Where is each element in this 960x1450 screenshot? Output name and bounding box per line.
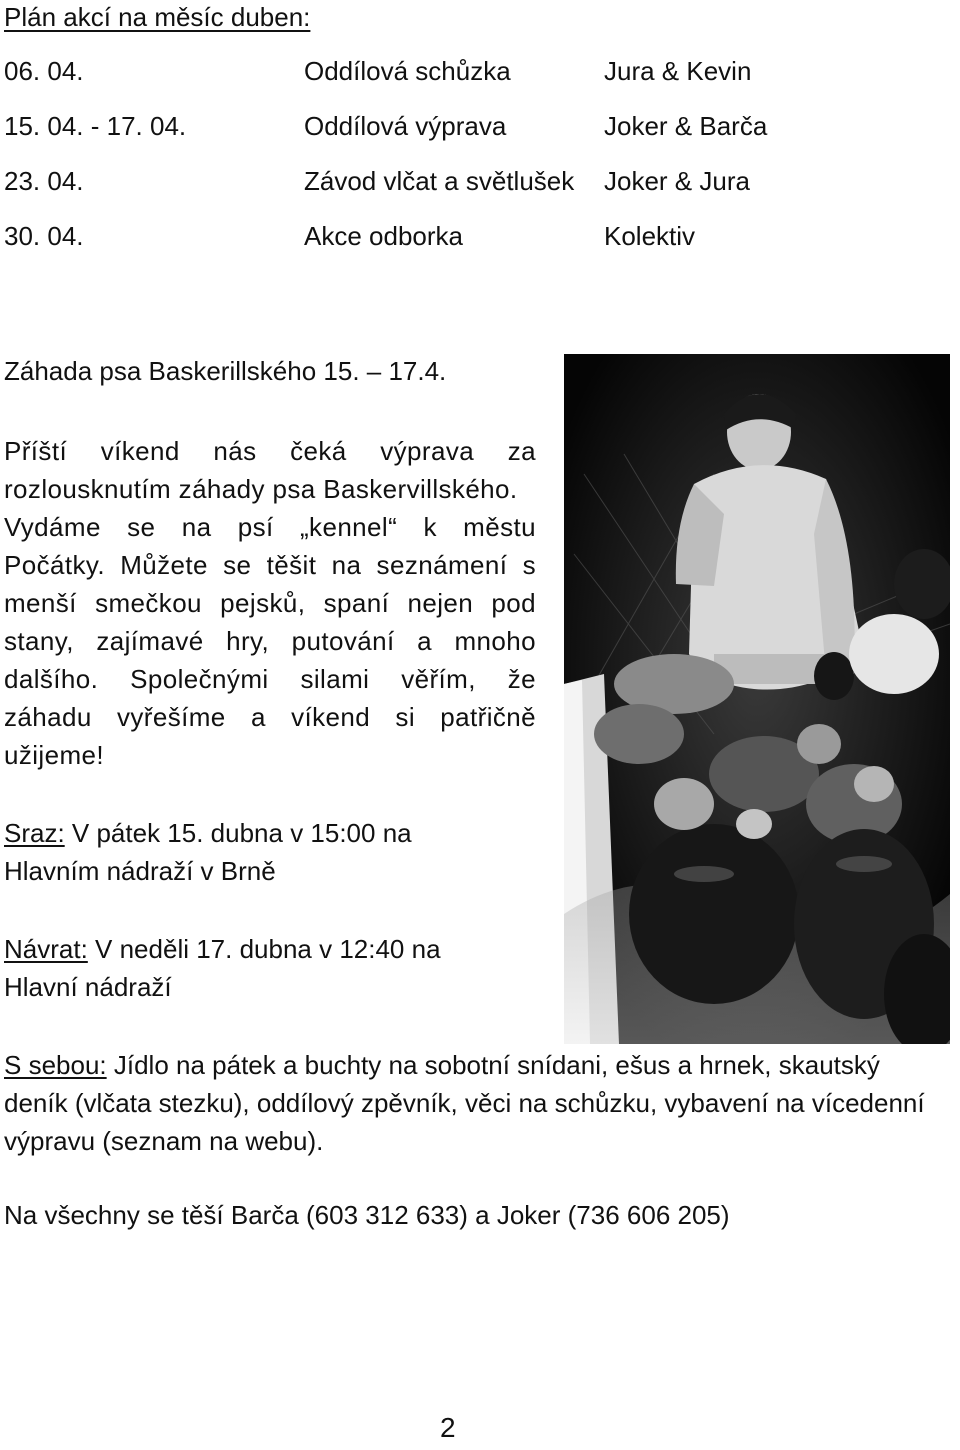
sled-dogs-photo <box>564 354 950 1044</box>
paragraph-line: Příští víkend nás čeká výprava za <box>4 436 536 466</box>
plan-event: Závod vlčat a světlušek <box>304 166 575 196</box>
meeting-label: Sraz: <box>4 818 65 848</box>
plan-leader: Joker & Jura <box>604 166 750 196</box>
paragraph-line: stany, zajímavé hry, putování a mnoho <box>4 626 536 656</box>
plan-event: Oddílová výprava <box>304 111 507 141</box>
paragraph-line: Vydáme se na psí „kennel“ k městu <box>4 512 536 542</box>
plan-event: Akce odborka <box>304 221 463 251</box>
plan-heading: Plán akcí na měsíc duben: <box>4 2 311 32</box>
paragraph-line: dalšího. Společnými silami věřím, že <box>4 664 536 694</box>
plan-row <box>4 56 904 92</box>
article-title: Záhada psa Baskerillského 15. – 17.4. <box>4 356 447 386</box>
contact-line: Na všechny se těší Barča (603 312 633) a Joker (736 606 205) <box>4 1200 730 1230</box>
paragraph-line: užijeme! <box>4 740 105 770</box>
return-label: Návrat: <box>4 934 88 964</box>
meeting-time: V pátek 15. dubna v 15:00 na <box>64 818 412 848</box>
packing-label: S sebou: <box>4 1050 107 1080</box>
plan-date: 30. 04. <box>4 221 84 251</box>
plan-leader: Jura & Kevin <box>604 56 752 86</box>
paragraph-line: rozlousknutím záhady psa Baskervillského. <box>4 474 518 504</box>
return-info <box>4 930 441 1006</box>
plan-date: 15. 04. - 17. 04. <box>4 111 187 141</box>
meeting-info <box>4 814 412 890</box>
packing-list <box>4 1046 944 1160</box>
article-paragraph <box>4 432 536 774</box>
paragraph-line: Počátky. Můžete se těšit na seznámení s <box>4 550 536 580</box>
plan-leader: Joker & Barča <box>604 111 768 141</box>
paragraph-line: menší smečkou pejsků, spaní nejen pod <box>4 588 536 618</box>
meeting-place: Hlavním nádraží v Brně <box>4 856 276 886</box>
packing-text: Jídlo na pátek a buchty na sobotní snídani, ešus a hrnek, skautský deník (vlčata stezku), oddílový zpěvník, věci na schůzku, vybavení na vícedenní výpravu (seznam na webu). <box>4 1050 925 1156</box>
plan-row <box>4 221 904 257</box>
plan-date: 23. 04. <box>4 166 84 196</box>
return-place: Hlavní nádraží <box>4 972 172 1002</box>
plan-row <box>4 166 904 202</box>
plan-leader: Kolektiv <box>604 221 696 251</box>
plan-event: Oddílová schůzka <box>304 56 511 86</box>
page-number: 2 <box>440 1412 456 1443</box>
return-time: V neděli 17. dubna v 12:40 na <box>87 934 441 964</box>
paragraph-line: záhadu vyřešíme a víkend si patřičně <box>4 702 536 732</box>
plan-row <box>4 111 904 147</box>
plan-date: 06. 04. <box>4 56 84 86</box>
